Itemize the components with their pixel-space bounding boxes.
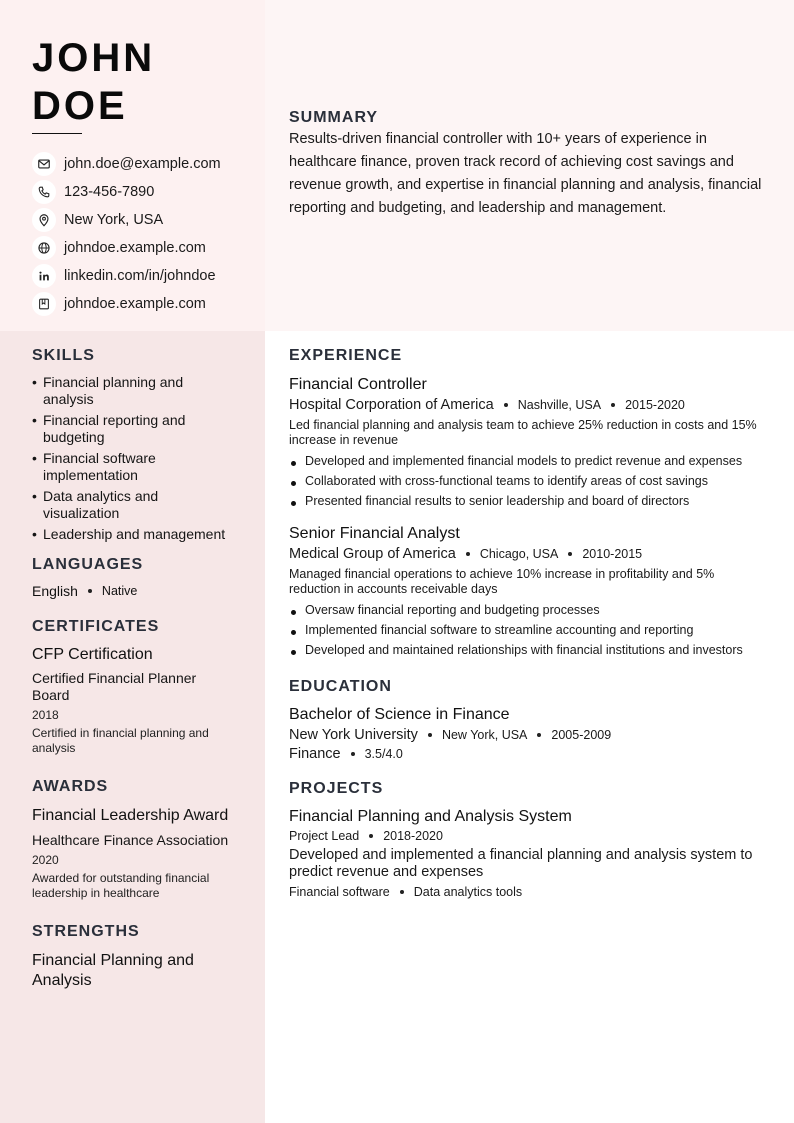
job-title: Financial Controller <box>289 376 427 393</box>
separator-dot <box>611 403 615 407</box>
job-bullet: Presented financial results to senior leadership and board of directors <box>289 491 774 511</box>
job-meta <box>289 546 774 562</box>
linkedin-text: linkedin.com/in/johndoe <box>64 268 216 284</box>
field-of-study: Finance <box>289 746 341 762</box>
job-entry <box>289 376 774 511</box>
project-tool: Financial software <box>289 885 390 899</box>
education-dates: 2005-2009 <box>551 728 612 742</box>
job-location: Chicago, USA <box>479 547 559 561</box>
projects-heading: PROJECTS <box>289 780 384 797</box>
job-bullets <box>289 451 774 511</box>
contact-list <box>32 150 257 318</box>
job-bullet: Implemented financial software to streamline accounting and reporting <box>289 620 774 640</box>
separator-dot <box>369 834 373 838</box>
skills-list <box>32 374 237 543</box>
languages-heading: LANGUAGES <box>32 556 144 573</box>
award-year: 2020 <box>32 853 59 867</box>
contact-website[interactable] <box>32 234 257 262</box>
job-bullets <box>289 600 774 660</box>
project-role: Project Lead <box>289 829 360 843</box>
linkedin-icon <box>32 264 56 288</box>
last-name: DOE <box>32 84 128 128</box>
school-location: New York, USA <box>441 728 528 742</box>
job-meta <box>289 397 774 413</box>
first-name: JOHN <box>32 36 156 80</box>
job-company: Hospital Corporation of America <box>289 397 494 413</box>
contact-phone[interactable] <box>32 178 257 206</box>
certificates-section <box>32 618 237 756</box>
email-text: john.doe@example.com <box>64 156 221 172</box>
award-name: Financial Leadership Award <box>32 807 229 824</box>
job-summary: Managed financial operations to achieve 10% increase in profitability and 5% reduction in accounts receivable days <box>289 567 715 596</box>
portfolio-text: johndoe.example.com <box>64 296 206 312</box>
skills-section <box>32 347 237 543</box>
mail-icon <box>32 152 56 176</box>
language-item <box>32 583 237 599</box>
education-meta <box>289 727 774 743</box>
project-name: Financial Planning and Analysis System <box>289 808 572 825</box>
skill-item: • Data analytics and visualization <box>32 488 237 522</box>
candidate-name <box>32 34 155 130</box>
contact-linkedin[interactable] <box>32 262 257 290</box>
job-bullet: Collaborated with cross-functional teams to identify areas of cost savings <box>289 471 774 491</box>
award-issuer: Healthcare Finance Association <box>32 832 229 848</box>
strengths-section <box>32 923 237 991</box>
project-tool: Data analytics tools <box>413 885 523 899</box>
job-dates: 2010-2015 <box>582 547 643 561</box>
job-summary: Led financial planning and analysis team to achieve 25% reduction in costs and 15% increase in revenue <box>289 418 757 447</box>
languages-section <box>32 556 237 599</box>
certificate-name: CFP Certification <box>32 646 153 663</box>
job-entry <box>289 525 774 660</box>
certificates-heading: CERTIFICATES <box>32 618 160 635</box>
location-pin-icon <box>32 208 56 232</box>
strength-item: Financial Planning and Analysis <box>32 952 194 989</box>
education-heading: EDUCATION <box>289 678 392 695</box>
job-title: Senior Financial Analyst <box>289 525 460 542</box>
website-text: johndoe.example.com <box>64 240 206 256</box>
project-description: Developed and implemented a financial planning and analysis system to predict revenue and expenses <box>289 847 753 880</box>
language-level: Native <box>101 584 138 598</box>
experience-section <box>289 347 774 660</box>
education-field-row <box>289 746 774 762</box>
bookmark-icon <box>32 292 56 316</box>
award-description: Awarded for outstanding financial leadership in healthcare <box>32 871 210 900</box>
separator-dot <box>88 589 92 593</box>
separator-dot <box>537 733 541 737</box>
certificate-issuer: Certified Financial Planner Board <box>32 670 197 703</box>
job-location: Nashville, USA <box>517 398 602 412</box>
job-bullet: Developed and implemented financial models to predict revenue and expenses <box>289 451 774 471</box>
certificate-year: 2018 <box>32 708 59 722</box>
contact-email[interactable] <box>32 150 257 178</box>
skill-item: • Leadership and management <box>32 526 237 543</box>
skill-item: • Financial planning and analysis <box>32 374 237 408</box>
phone-icon <box>32 180 56 204</box>
skills-heading: SKILLS <box>32 347 95 364</box>
right-column <box>289 347 774 899</box>
job-company: Medical Group of America <box>289 546 456 562</box>
project-dates: 2018-2020 <box>383 829 443 843</box>
job-dates: 2015-2020 <box>625 398 685 412</box>
gpa: 3.5/4.0 <box>364 747 403 761</box>
certificate-description: Certified in financial planning and analysis <box>32 726 209 755</box>
school: New York University <box>289 727 418 743</box>
skill-item: • Financial software implementation <box>32 450 237 484</box>
skill-item: • Financial reporting and budgeting <box>32 412 237 446</box>
project-meta <box>289 829 774 843</box>
strengths-heading: STRENGTHS <box>32 923 140 940</box>
phone-text: 123-456-7890 <box>64 184 155 200</box>
education-section <box>289 678 774 762</box>
separator-dot <box>428 733 432 737</box>
separator-dot <box>351 752 355 756</box>
separator-dot <box>568 552 572 556</box>
contact-location <box>32 206 257 234</box>
separator-dot <box>504 403 508 407</box>
job-bullet: Developed and maintained relationships with financial institutions and investors <box>289 640 774 660</box>
projects-section <box>289 780 774 899</box>
project-tools <box>289 885 774 899</box>
separator-dot <box>466 552 470 556</box>
separator-dot <box>400 890 404 894</box>
summary-text: Results-driven financial controller with 10+ years of experience in healthcare finance, proven track record of achieving cost savings and revenue growth, and expertise in financial planning and analysis, financial reporting and budgeting, and leadership and management. <box>289 131 762 216</box>
contact-portfolio[interactable] <box>32 290 257 318</box>
job-bullet: Oversaw financial reporting and budgeting processes <box>289 600 774 620</box>
left-column <box>32 347 237 991</box>
location-text: New York, USA <box>64 212 164 228</box>
globe-icon <box>32 236 56 260</box>
summary-section <box>289 109 774 220</box>
awards-heading: AWARDS <box>32 778 109 795</box>
summary-heading: SUMMARY <box>289 109 379 126</box>
name-divider <box>32 133 82 134</box>
awards-section <box>32 778 237 901</box>
language-name: English <box>32 583 78 599</box>
experience-heading: EXPERIENCE <box>289 347 403 364</box>
degree: Bachelor of Science in Finance <box>289 706 510 723</box>
